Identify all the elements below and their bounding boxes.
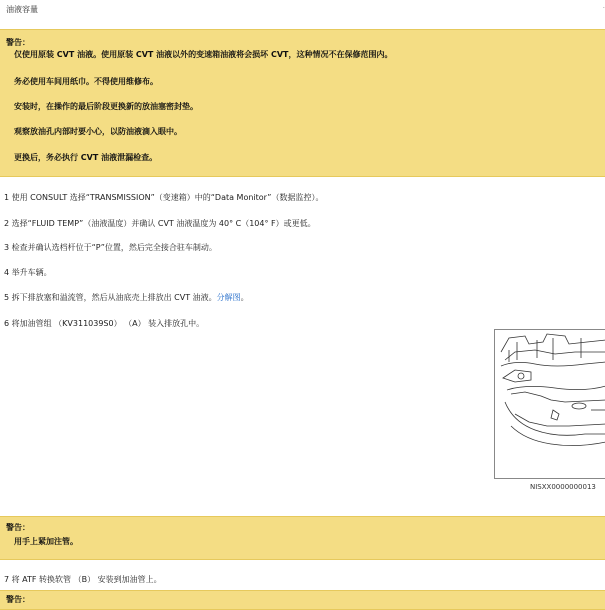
warning-box-2 bbox=[0, 516, 605, 560]
warning-line-2: 务必使用车间用纸巾。不得使用维修布。 bbox=[14, 77, 158, 86]
page-title: 油液容量 bbox=[6, 5, 38, 14]
step-3: 3 检查并确认选档杆位于“P”位置，然后完全接合驻车制动。 bbox=[4, 243, 217, 252]
step-4: 4 举升车辆。 bbox=[4, 268, 52, 277]
exploded-view-link[interactable]: 分解图 bbox=[216, 293, 241, 302]
transmission-illustration bbox=[495, 330, 605, 480]
step-5-suffix: 。 bbox=[240, 293, 249, 302]
transmission-figure[interactable] bbox=[494, 329, 605, 479]
corner-mark: · bbox=[602, 4, 605, 12]
warning-heading: 警告： bbox=[6, 523, 30, 532]
step-6: 6 将加油管组 （KV311039S0） （A） 装入排放孔中。 bbox=[4, 319, 205, 328]
figure-caption: NISXX0000000013 bbox=[530, 483, 596, 491]
step-1: 1 使用 CONSULT 选择“TRANSMISSION”（变速箱）中的“Data Monitor”（数据监控）。 bbox=[4, 193, 324, 202]
step-2: 2 选择“FLUID TEMP”（油液温度）并确认 CVT 油液温度为 40° C（104° F）或更低。 bbox=[4, 219, 316, 228]
warning-heading: 警告： bbox=[6, 38, 30, 47]
warning-line-tighten: 用手上紧加注管。 bbox=[14, 537, 78, 546]
warning-line-3: 安装时，在操作的最后阶段更换新的放油塞密封垫。 bbox=[14, 102, 198, 111]
warning-box-1 bbox=[0, 29, 605, 177]
warning-box-3 bbox=[0, 590, 605, 610]
step-7: 7 将 ATF 转换软管 （B） 安装到加油管上。 bbox=[4, 575, 162, 584]
warning-line-5: 更换后，务必执行 CVT 油液泄漏检查。 bbox=[14, 153, 158, 162]
step-5 bbox=[4, 292, 249, 303]
warning-line-4: 观察放油孔内部时要小心，以防油液滴入眼中。 bbox=[14, 127, 182, 136]
warning-heading: 警告： bbox=[6, 595, 30, 604]
warning-line-1: 仅使用原装 CVT 油液。使用原装 CVT 油液以外的变速箱油液将会损坏 CVT，这种情况不在保修范围内。 bbox=[14, 50, 393, 59]
step-5-text: 5 拆下排放塞和溢流管，然后从油底壳上排放出 CVT 油液。 bbox=[4, 293, 217, 302]
